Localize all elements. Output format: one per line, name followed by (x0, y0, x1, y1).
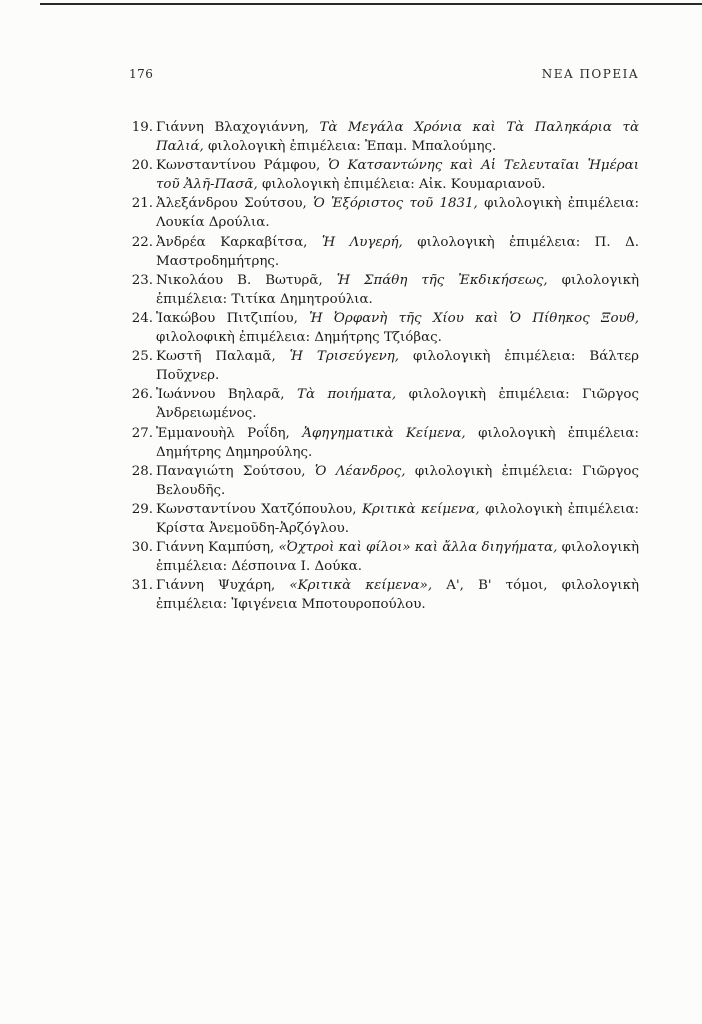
entry-editor: Α', Β' τόμοι, φιλολογικὴ ἐπιμέλεια: Ἰφιγένεια Μποτουροπούλου. (156, 578, 640, 613)
entry-number: 26 . (125, 385, 153, 404)
entry-author: Ἀλεξάνδρου Σούτσου, (156, 196, 307, 212)
entry-title: «Κριτικὰ κείμενα», (289, 578, 433, 594)
entry-author: Ἰακώβου Πιτζιπίου, (156, 310, 298, 326)
entry-title: Τὰ Μεγάλα Χρόνια καὶ Τὰ Παληκάρια τὰ Παλιά, (156, 120, 640, 155)
entry-editor: φιλολογικὴ ἐπιμέλεια: Γιῶργος Βελουδῆς. (156, 463, 639, 498)
entry-author: Γιάννη Καμπύση, (156, 540, 275, 556)
entry-number: 29 . (125, 500, 153, 519)
list-item (129, 309, 639, 347)
entry-title: Ὁ Κατσαντώνης καὶ Αἱ Τελευταῖαι Ἡμέραι τοῦ Ἀλῆ-Πασᾶ, (156, 158, 639, 193)
list-item (129, 194, 639, 232)
entry-author: Ἐμμανουὴλ Ροΐδη, (156, 425, 290, 441)
entry-number: 20 . (125, 156, 153, 175)
list-item (129, 233, 639, 271)
entry-editor: φιλολογικὴ ἐπιμέλεια: Γιῶργος Ἀνδρειωμένος. (156, 387, 639, 422)
entry-number: 22 . (125, 233, 153, 252)
entry-title: Τὰ ποιήματα, (297, 387, 397, 403)
entry-author: Κωνσταντίνου Χατζόπουλου, (156, 501, 357, 517)
page-number: 176 (129, 67, 154, 81)
entry-editor: φιλολογικὴ ἐπιμέλεια: Βάλτερ Ποῦχνερ. (156, 349, 639, 384)
entry-author: Νικολάου Β. Βωτυρᾶ, (156, 272, 323, 288)
entry-editor: φιλολογικὴ ἐπιμέλεια: Ἐπαμ. Μπαλούμης. (208, 139, 497, 155)
list-item (129, 500, 639, 538)
entry-title: Ἡ Ὀρφανὴ τῆς Χίου καὶ Ὁ Πίθηκος Ξουθ, (309, 310, 639, 326)
list-item (129, 576, 639, 614)
list-item (129, 538, 639, 576)
list-item (129, 271, 639, 309)
entry-author: Ἀνδρέα Καρκαβίτσα, (156, 234, 308, 250)
list-item (129, 118, 639, 156)
entry-author: Παναγιώτη Σούτσου, (156, 463, 306, 479)
entry-number: 21 . (125, 194, 153, 213)
entry-number: 31 . (125, 576, 153, 595)
book-list (129, 118, 639, 614)
entry-number: 23 . (125, 271, 153, 290)
entry-title: Κριτικὰ κείμενα, (361, 501, 480, 517)
entry-title: Ἀφηγηματικὰ Κείμενα, (302, 425, 466, 441)
entry-editor: φιλολογικὴ ἐπιμέλεια: Αἰκ. Κουμαριανοῦ. (262, 177, 546, 193)
entry-title: «Ὀχτροὶ καὶ φίλοι» καὶ ἄλλα διηγήματα, (278, 540, 558, 556)
entry-author: Γιάννη Ψυχάρη, (156, 578, 276, 594)
entry-editor: φιλολογικὴ ἐπιμέλεια: Λουκία Δρούλια. (156, 196, 639, 231)
list-item (129, 462, 639, 500)
list-item (129, 424, 639, 462)
entry-title: Ὁ Ἐξόριστος τοῦ 1831, (313, 196, 478, 212)
entry-author: Κωνσταντίνου Ράμφου, (156, 158, 321, 174)
entry-editor: φιλολογικὴ ἐπιμέλεια: Δέσποινα Ι. Δούκα. (156, 540, 639, 575)
entry-number: 24 . (125, 309, 153, 328)
entry-author: Κωστῆ Παλαμᾶ, (156, 349, 276, 365)
entry-editor: φιλολοφικὴ ἐπιμέλεια: Δημήτρης Τζιόβας. (156, 330, 442, 346)
entry-number: 19 . (125, 118, 153, 137)
entry-author: Ἰωάννου Βηλαρᾶ, (156, 387, 285, 403)
entry-editor: φιλολογικὴ ἐπιμέλεια: Δημήτρης Δημηρούλης. (156, 425, 639, 460)
page-header (129, 67, 639, 87)
running-head: ΝΕΑ ΠΟΡΕΙΑ (541, 67, 639, 81)
entry-title: Ὁ Λέανδρος, (314, 463, 406, 479)
entry-author: Γιάννη Βλαχογιάννη, (156, 120, 309, 135)
entry-editor: φιλολογικὴ ἐπιμέλεια: Π. Δ. Μαστροδημήτρης. (156, 234, 640, 269)
entry-number: 27 . (125, 424, 153, 443)
list-item (129, 347, 639, 385)
top-rule (40, 3, 702, 5)
entry-number: 30 . (125, 538, 153, 557)
entry-title: Ἡ Τρισεύγενη, (289, 349, 400, 365)
list-item (129, 156, 639, 194)
entry-title: Ἡ Σπάθη τῆς Ἐκδικήσεως, (336, 272, 548, 288)
entry-editor: φιλολογικὴ ἐπιμέλεια: Τιτίκα Δημητρούλια. (156, 272, 639, 307)
entry-title: Ἡ Λυγερή, (321, 234, 403, 250)
entry-number: 28 . (125, 462, 153, 481)
entry-editor: φιλολογικὴ ἐπιμέλεια: Κρίστα Ἀνεμοῦδη-Ἀρζόγλου. (156, 501, 640, 536)
list-item (129, 385, 639, 423)
entry-number: 25 . (125, 347, 153, 366)
